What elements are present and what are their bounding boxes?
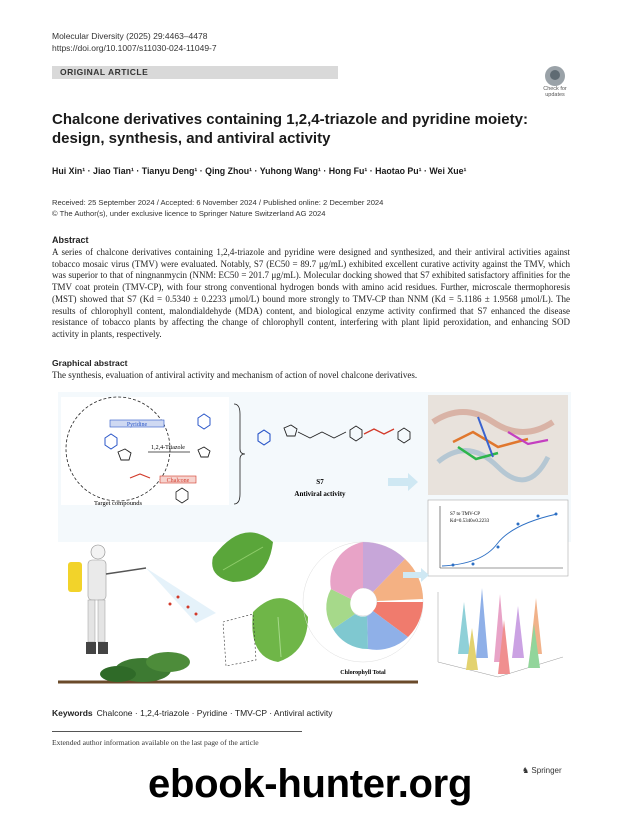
keywords (52, 708, 333, 718)
graphical-abstract-caption: The synthesis, evaluation of antiviral activity and mechanism of action of novel chalcone derivatives. (52, 370, 418, 380)
watermark: ebook-hunter.org (148, 762, 473, 806)
abstract-text: A series of chalcone derivatives containing 1,2,4-triazole and pyridine were designed and synthesized, and their antiviral activities against tobacco mosaic virus (TMV) were evaluated. Notably, S7 (EC50 = 89.7 μg/mL) exhibited excellent curative activity against the TMV, which was superior to that of ningnanmycin (NNM: EC50 = 201.7 μg/mL). Molecular docking showed that S7 exhibited satisfactory affinities for the TMV coat protein (TMV-CP), with four strong conventional hydrogen bonds with amino acid residues. Further, microscale thermophoresis (MST) showed that S7 (Kd = 0.5340 ± 0.2233 μmol/L) bound more strongly to TMV-CP than NNM (Kd = 5.1186 ± 1.9568 μmol/L). The results of chlorophyll content, malondialdehyde (MDA) content, and biological enzyme activity confirmed that S7 enhanced the disease resistance of tobacco plants by affecting the change of chlorophyll content, interfering with plant lipid peroxidation, and enhancing SOD activity in plants, respectively. (52, 247, 570, 339)
publisher-logo (522, 766, 562, 775)
cone-chart-panel (426, 582, 568, 684)
mst-kd-label: Kd=0.5340±0.2233 (450, 519, 490, 524)
graphical-abstract-figure (58, 392, 571, 688)
springer-horse-icon: ♞ (522, 766, 530, 775)
target-compounds-label: Target compounds (94, 500, 142, 507)
article-title: Chalcone derivatives containing 1,2,4-triazole and pyridine moiety: design, synthesis, and antiviral activity (52, 111, 528, 147)
triazole-label: 1,2,4-Triazole (151, 445, 185, 451)
footnote-rule (52, 731, 302, 732)
target-compounds-panel (61, 397, 229, 507)
publication-history (52, 197, 383, 219)
copyright-line: © The Author(s), under exclusive licence to Springer Nature Switzerland AG 2024 (52, 209, 326, 218)
keywords-text: Chalcone · 1,2,4-triazole · Pyridine · TMV-CP · Antiviral activity (96, 708, 333, 718)
pyridine-label: Pyridine (126, 422, 148, 428)
author-list: Hui Xin¹ · Jiao Tian¹ · Tianyu Deng¹ · Qing Zhou¹ · Yuhong Wang¹ · Hong Fu¹ · Haotao Pu¹ · Wei Xue¹ (52, 166, 467, 176)
doi-link[interactable]: https://doi.org/10.1007/s11030-024-11049-7 (52, 43, 217, 53)
article-type-label: ORIGINAL ARTICLE (60, 67, 149, 77)
keywords-label: Keywords (52, 708, 93, 718)
mst-series-label: S7 to TMV-CP (450, 512, 481, 517)
dates-line: Received: 25 September 2024 / Accepted: 6 November 2024 / Published online: 2 December 2024 (52, 198, 384, 207)
chalcone-label: Chalcone (166, 478, 190, 484)
abstract-heading: Abstract (52, 235, 89, 245)
graphical-abstract-heading: Graphical abstract (52, 358, 128, 368)
check-updates-icon (545, 66, 565, 86)
mst-panel (428, 500, 568, 576)
compound-label: S7 (316, 478, 324, 486)
activity-label: Antiviral activity (294, 490, 346, 498)
article-type-badge (52, 66, 338, 79)
docking-panel (428, 395, 568, 495)
journal-citation (52, 30, 217, 54)
publisher-name: Springer (531, 766, 562, 775)
journal-line: Molecular Diversity (2025) 29:4463–4478 (52, 31, 208, 41)
check-for-updates-button[interactable] (538, 66, 572, 98)
check-updates-label: Check for updates (543, 86, 567, 98)
chlorophyll-label: Chlorophyll Total (340, 670, 386, 676)
footnote: Extended author information available on the last page of the article (52, 738, 259, 747)
